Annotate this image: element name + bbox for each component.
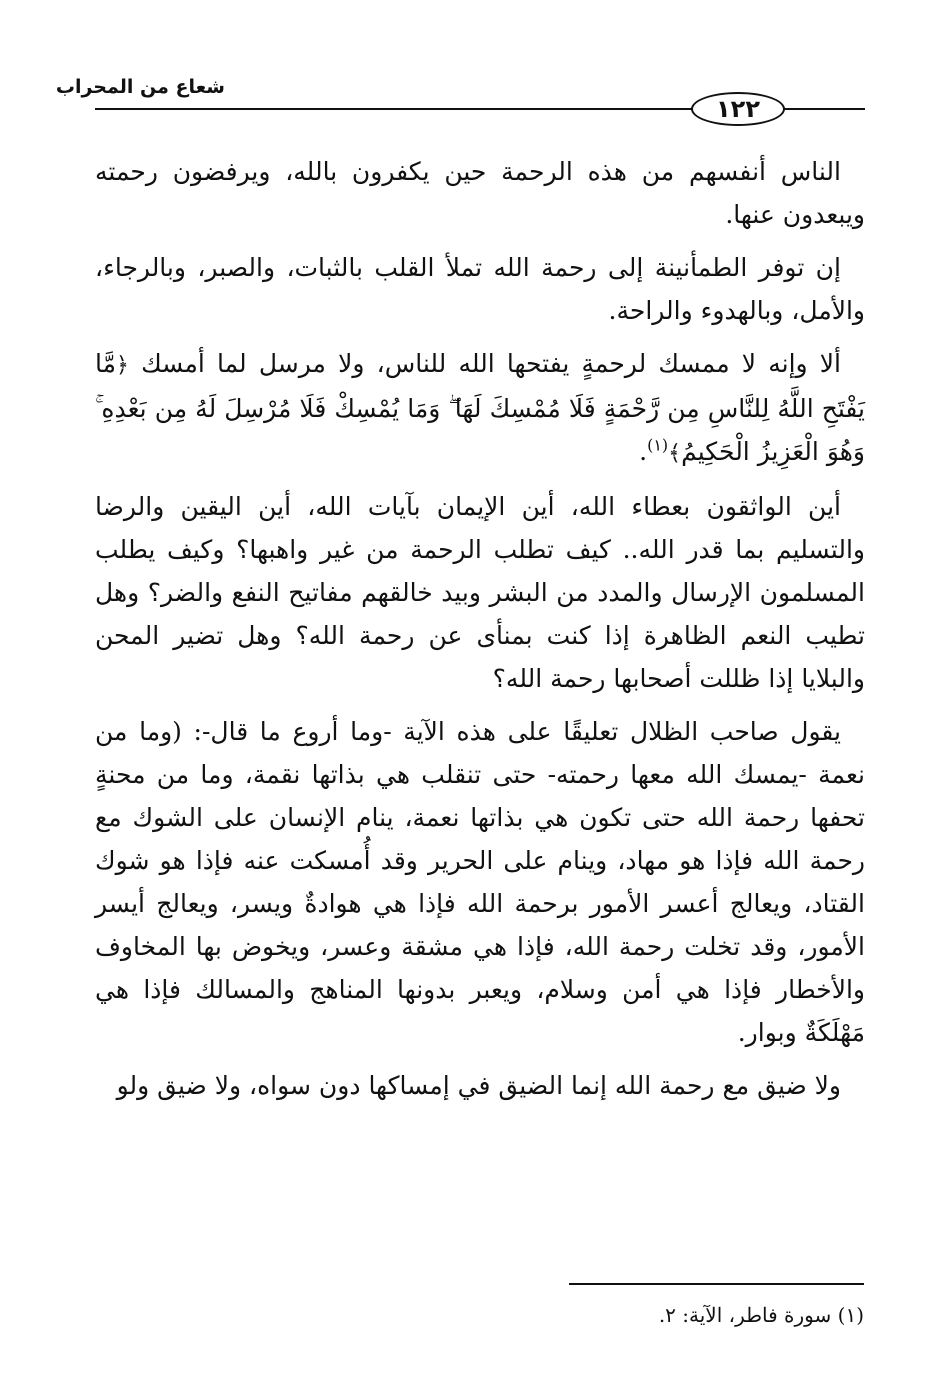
verse-end: . — [639, 437, 648, 466]
verse-intro: ألا وإنه لا ممسك لرحمةٍ يفتحها الله للناس، ولا مرسل لما أمسك — [141, 349, 841, 378]
paragraph-2: إن توفر الطمأنينة إلى رحمة الله تملأ القلب بالثبات، والصبر، وبالرجاء، والأمل، وبالهدوء والراحة. — [95, 253, 865, 325]
verse-open-brace: ﴿ — [116, 353, 129, 378]
paragraph-1: الناس أنفسهم من هذه الرحمة حين يكفرون بالله، ويرفضون رحمته ويبعدون عنها. — [95, 157, 865, 229]
paragraph-3: أين الواثقون بعطاء الله، أين الإيمان بآيات الله، أين اليقين والرضا والتسليم بما قدر الله.. كيف تطلب الرحمة من غير واهبها؟ وكيف يطلب المسلمون الإرسال والمدد من البشر وبيد خالقهم مفاتيح النفع والضر؟ وهل تطيب النعم الظاهرة إذا كنت بمنأى عن رحمة الله؟ وهل تضير المحن والبلايا إذا ظللت أصحابها رحمة الله؟ — [95, 492, 865, 693]
footnote: (١) سورة فاطر، الآية: ٢. — [658, 1303, 864, 1327]
footnote-reference[interactable]: (١) — [647, 435, 669, 455]
body-text — [95, 150, 865, 1117]
page-number: ١٢٢ — [691, 92, 785, 126]
verse-close-brace: ﴾ — [668, 441, 682, 466]
paragraph-verse — [95, 342, 865, 475]
page-header — [55, 62, 865, 123]
paragraph-4: يقول صاحب الظلال تعليقًا على هذه الآية -وما أروع ما قال-: (وما من نعمة -يمسك الله معها رحمته- حتى تنقلب هي بذاتها نقمة، وما من محنةٍ تحفها رحمة الله حتى تكون هي بذاتها نعمة، ينام الإنسان على الشوك مع رحمة الله فإذا هو مهاد، وينام على الحرير وقد أُمسكت عنه فإذا هو شوك القتاد، ويعالج أعسر الأمور برحمة الله فإذا هي هوادةٌ ويسر، ويعالج أيسر الأمور، وقد تخلت رحمة الله، فإذا هي مشقة وعسر، ويخوض بها المخاوف والأخطار فإذا هي أمن وسلام، ويعبر بدونها المناهج والمسالك فإذا هي مَهْلَكَةٌ وبوار. — [95, 717, 865, 1047]
paragraph-5: ولا ضيق مع رحمة الله إنما الضيق في إمساكها دون سواه، ولا ضيق ولو — [116, 1071, 841, 1100]
quran-verse: مَّا يَفْتَحِ اللَّهُ لِلنَّاسِ مِن رَّحْمَةٍ فَلَا مُمْسِكَ لَهَا ۖ وَمَا يُمْسِكْ فَلَا مُرْسِلَ لَهُ مِن بَعْدِهِ ۚ وَهُوَ الْعَزِيزُ الْحَكِيمُ — [95, 349, 865, 466]
footnote-rule — [569, 1283, 864, 1285]
running-title: شعاع من المحراب — [55, 76, 225, 98]
